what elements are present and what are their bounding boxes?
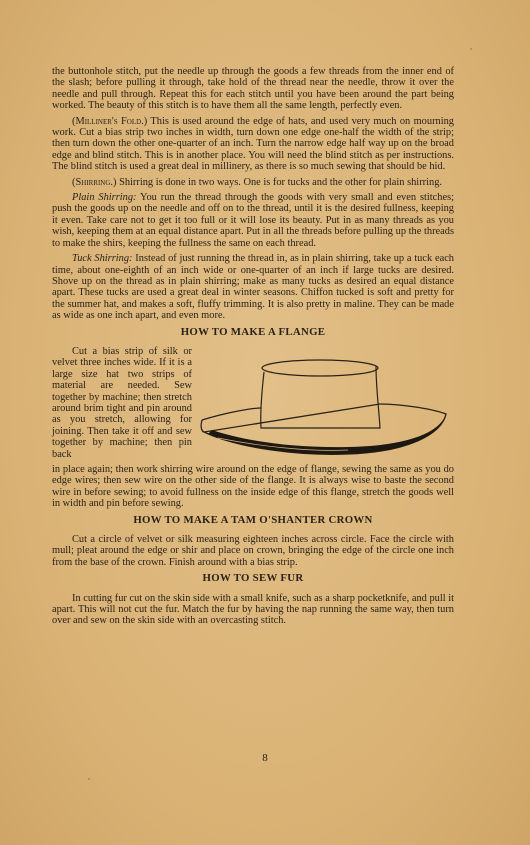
- tuck-shirring-text: Instead of just running the thread in, as in plain shirring, take up a tuck each time, about one-eighth of an inch wide or one-quarter of an inch if large tucks are desired. Shove up on the thread as in plain shirring; make as many tucks as desired an equal distance apart. These tucks are used a great deal in winter seasons. Chiffon tucked is soft and pretty for the summer hat, and makes a soft, fluffy trimming. It is also pretty in maline. They can be made as wide as one inch apart, and even more.: [52, 253, 455, 322]
- page-text: [52, 66, 454, 631]
- shirring-text: Shirring is done in two ways. One is for tucks and the other for plain shirring.: [116, 176, 442, 188]
- fur-heading: HOW TO SEW FUR: [202, 572, 304, 585]
- flange-heading: HOW TO MAKE A FLANGE: [180, 325, 326, 338]
- paper-speck: [88, 778, 90, 780]
- intro-paragraph: the buttonhole stitch, put the needle up through the goods a few threads from the inner end of the slash; before pulling it through, take hold of the thread near the needle, throw it over the needle and pull through. Repeat this for each stitch until you have been around the part being worked. The beauty of this stitch is to have them all the same length, perfectly even.: [52, 66, 454, 112]
- shirring-paragraph: [52, 177, 454, 188]
- tuck-shirring-paragraph: [52, 253, 454, 321]
- plain-shirring-paragraph: [52, 192, 454, 249]
- tam-heading: HOW TO MAKE A TAM O'SHANTER CROWN: [133, 513, 373, 526]
- fur-paragraph: In cutting fur cut on the skin side with a small knife, such as a sharp pocketknife, and pull it apart. This will not cut the fur. Match the fur by having the nap running the same way, then turn over and sew on the skin side with an overcasting stitch.: [52, 592, 454, 627]
- tam-paragraph: Cut a circle of velvet or silk measuring eighteen inches across circle. Face the circle with mull; pleat around the edge or shir and place on crown, bringing the edge of the circle one inch from the base of the crown. Finish around with a bias strip.: [52, 534, 454, 568]
- flange-text-beside: Cut a bias strip of silk or velvet three inches wide. If it is a large size hat two strips of material are needed. Sew together by machine; then stretch around brim tight and pin around as you stretch, allowing for joining. Then take it off and sew together by machine; then pin back: [52, 345, 192, 460]
- flange-section: [52, 346, 454, 510]
- plain-shirring-text: You run the thread through the goods with very small and even stitches; push the goods up on the needle and off on to the thread, until it is the desired fullness, keeping it even. Take care not to get it too full or it will lose its beauty. Put in as many threads as you wish, keeping them at an equal distance apart. Put in all the threads before pulling up the threads to make the shirs, keeping the fullness the same on each thread.: [52, 192, 455, 249]
- plain-shirring-label: Plain Shirring:: [72, 192, 137, 204]
- hat-flange-illustration: [198, 342, 452, 466]
- milliners-fold-text: This is used around the edge of hats, and used very much on mourning work. Cut a bias strip two inches in width, turn down one edge one-half the width of the strip; then turn down the other one-quarter of an inch. Turn the narrow edge half way up on the broad edge and blind stitch. This is in another place. You will need the blind stitch as per instructions. The blind stitch is used a great deal in millinery, as there is so much sewing that should be hid.: [52, 115, 454, 173]
- page-number: 8: [262, 752, 268, 764]
- paper-speck: [470, 48, 472, 50]
- milliners-fold-label: (Milliner's Fold.): [72, 115, 148, 127]
- tuck-shirring-label: Tuck Shirring:: [72, 253, 133, 265]
- milliners-fold-paragraph: [52, 116, 454, 173]
- shirring-label: (Shirring.): [72, 176, 117, 188]
- flange-text-continued: in place again; then work shirring wire around on the edge of flange, sewing the same as you do edge wires; then sew wire on the other side of the flange. It is always wise to baste the second wire in before sewing; to avoid fullness on the inside edge of this flange, stretch the goods well in width and pin before sewing.: [52, 464, 454, 510]
